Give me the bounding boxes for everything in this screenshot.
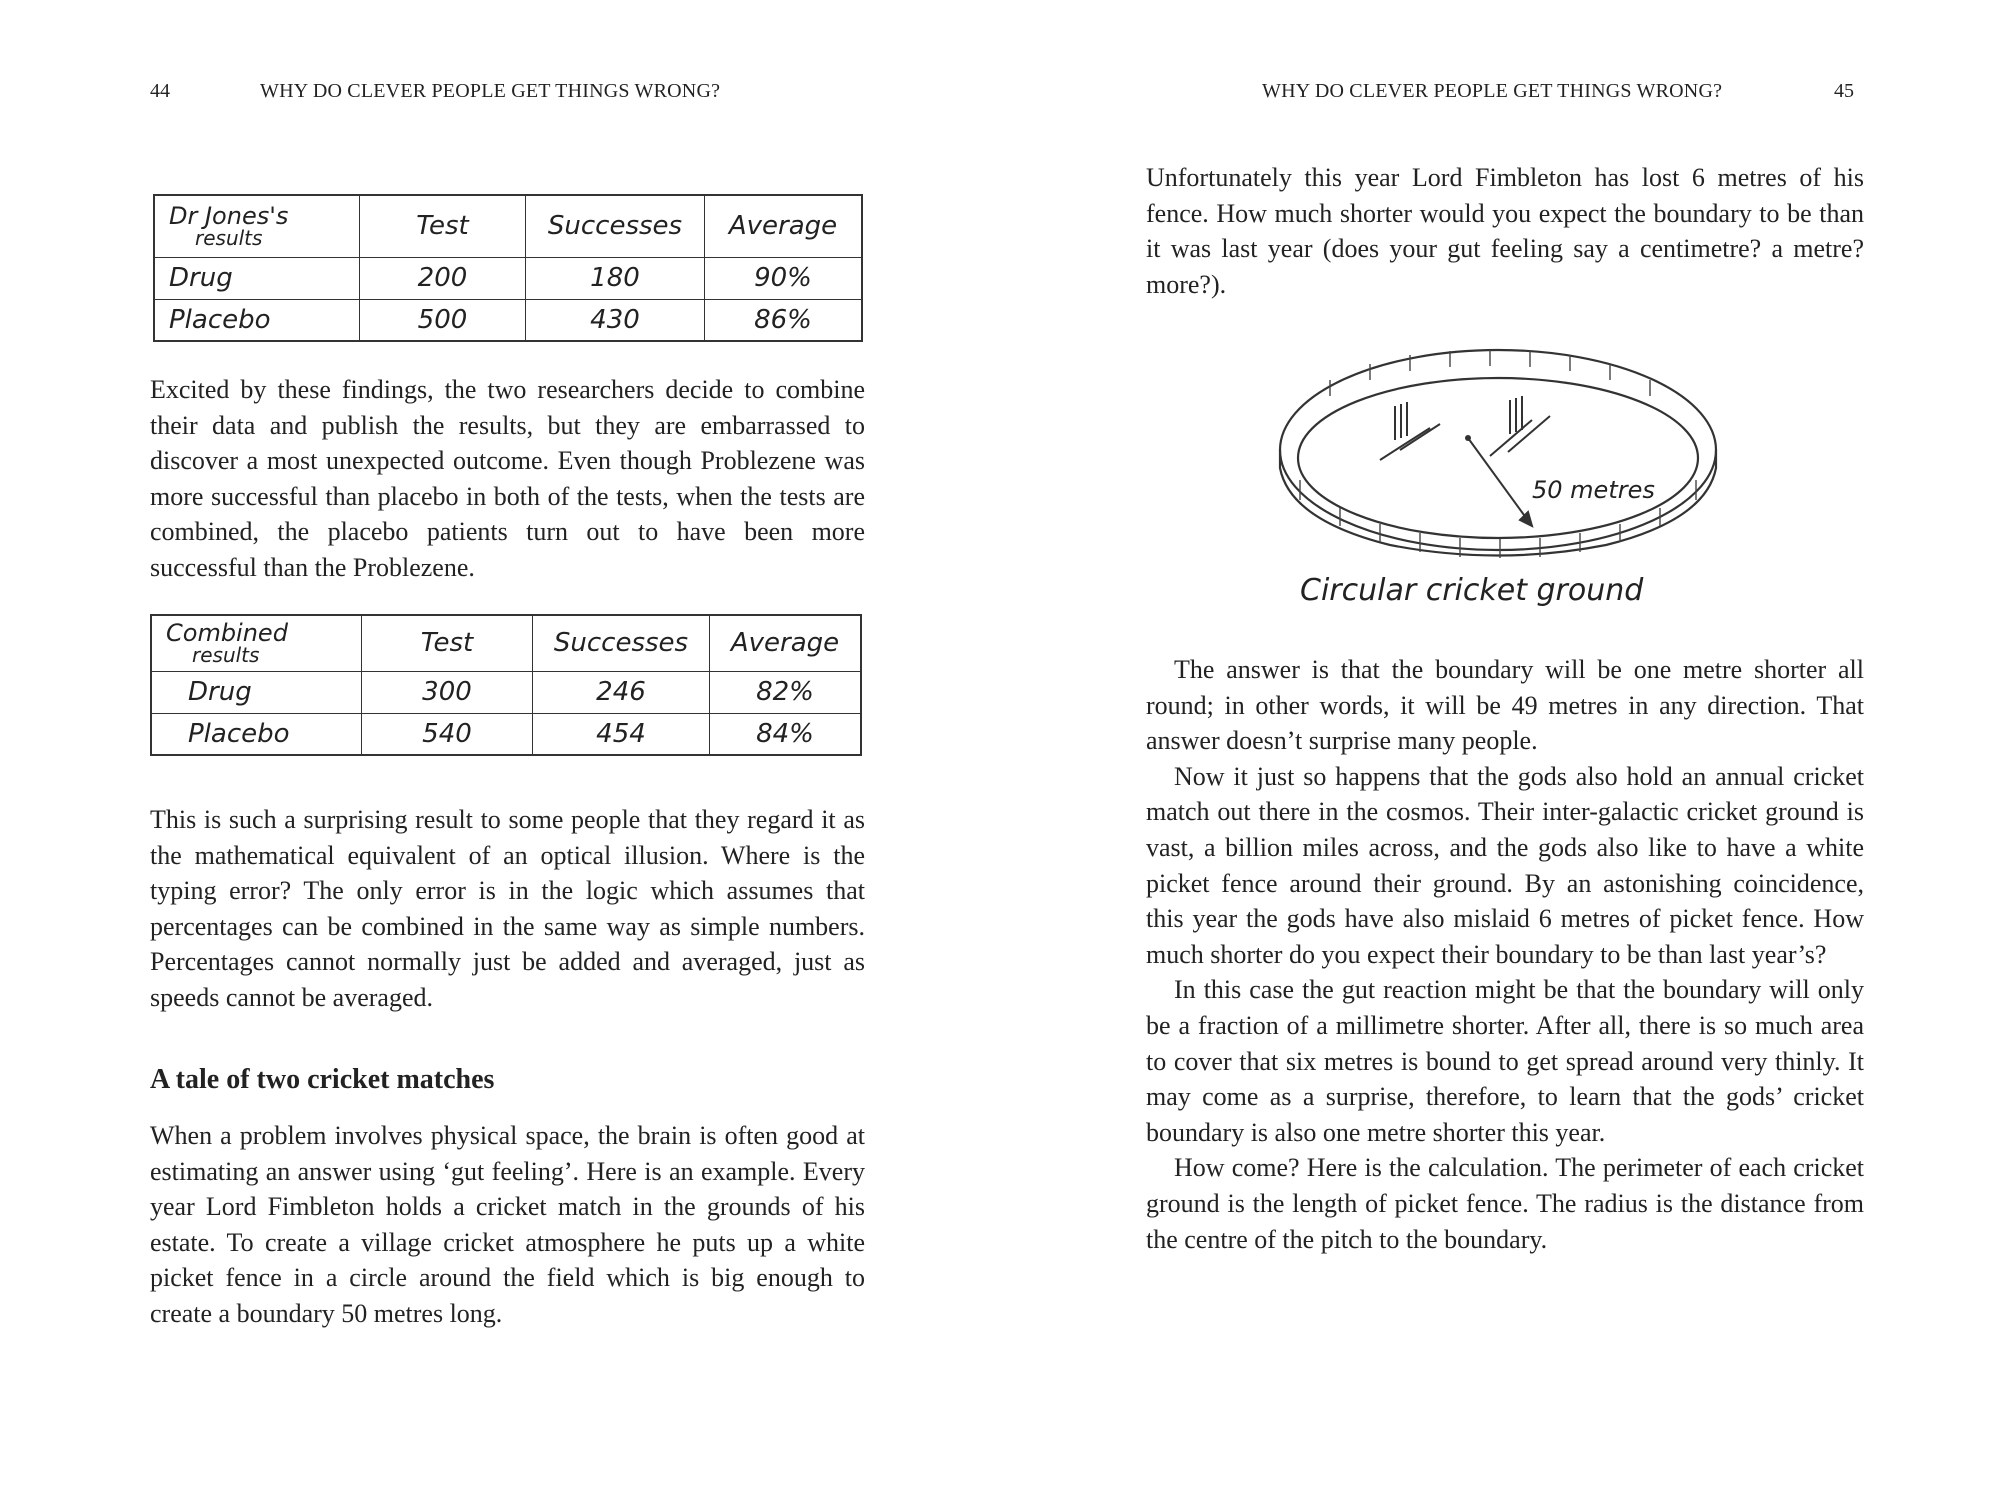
paragraph: When a problem involves physical space, the brain is often good at estimating an answer using ‘gut feeling’. Here is an example. Every year Lord Fimbleton holds a cricket match in the grounds of his estate. To create a village cricket atmosphere he puts up a white picket fence in a circle around the field which is big enough to create a boundary 50 metres long. (150, 1121, 865, 1328)
paragraph: This is such a surprising result to some people that they regard it as the mathematical equivalent of an optical illusion. Where is the typing error? The only error is in the logic which assumes that percentages can be combined in the same way as simple numbers. Percentages cannot normally just be added and averaged, just as speeds cannot be averaged. (150, 805, 865, 1012)
column-header: Test (360, 195, 526, 257)
table-cell: 200 (360, 257, 526, 299)
page-number: 45 (1834, 80, 1854, 102)
running-head: WHY DO CLEVER PEOPLE GET THINGS WRONG? (260, 80, 721, 102)
table-cell: 540 (362, 713, 533, 755)
table-cell: 300 (362, 671, 533, 713)
table-row (151, 671, 861, 713)
table-cell: 454 (533, 713, 710, 755)
right-page (1000, 0, 2000, 1512)
diagram-caption: Circular cricket ground (1300, 573, 1644, 608)
wicket-left (1380, 402, 1440, 460)
table-row (154, 299, 862, 341)
table-row (154, 257, 862, 299)
dr-jones-results-table (153, 194, 863, 342)
running-head: WHY DO CLEVER PEOPLE GET THINGS WRONG? (1262, 80, 1723, 102)
table-cell: 82% (710, 671, 862, 713)
column-header: Average (705, 195, 863, 257)
table-cell: 430 (526, 299, 705, 341)
table-cell: 246 (533, 671, 710, 713)
row-label: Placebo (151, 713, 362, 755)
column-header: Test (362, 615, 533, 671)
cricket-ground-diagram (1270, 340, 1730, 630)
combined-results-table (150, 614, 862, 756)
table-cell: 86% (705, 299, 863, 341)
column-header: Average (710, 615, 862, 671)
wicket-right (1490, 396, 1550, 456)
row-label: Placebo (154, 299, 360, 341)
section-heading: A tale of two cricket matches (150, 1064, 495, 1095)
radius-label: 50 metres (1532, 476, 1655, 504)
fence-inner (1298, 378, 1698, 538)
table-cell: 84% (710, 713, 862, 755)
table-cell: 90% (705, 257, 863, 299)
table-corner-label: Combined results (151, 615, 362, 671)
page-number: 44 (150, 80, 170, 102)
table-cell: 500 (360, 299, 526, 341)
table-cell: 180 (526, 257, 705, 299)
table-row (151, 713, 861, 755)
column-header: Successes (533, 615, 710, 671)
row-label: Drug (151, 671, 362, 713)
paragraph: Unfortunately this year Lord Fimbleton has lost 6 metres of his fence. How much shorter would you expect the boundary to be than it was last year (does your gut feeling say a centimetre? a metre? more?). (1146, 163, 1864, 299)
paragraph: The answer is that the boundary will be one metre shorter all round; in other words, it will be 49 metres in any direction. That answer doesn’t surprise many people. Now it just so happens that the gods also hold an annual cricket match out there in the cosmos. Their inter-galactic cricket ground is vast, a billion miles across, and the gods also like to have a white picket fence around their ground. By an astonishing coincidence, this year the gods have also mislaid 6 metres of picket fence. How much shorter do you expect their boundary to be than last year’s? In this case the gut reaction might be that the boundary will only be a fraction of a millimetre shorter. After all, there is so much area to cover that six metres is bound to get spread around very thinly. It may come as a surprise, therefore, to learn that the gods’ cricket boundary is also one metre shorter this year. How come? Here is the calculation. The perimeter of each cricket ground is the length of picket fence. The radius is the distance from the centre of the pitch to the boundary. (1146, 655, 1864, 1254)
paragraph: Excited by these findings, the two researchers decide to combine their data and publish the results, but they are embarrassed to discover a most unexpected outcome. Even though Problezene was more successful than placebo in both of the tests, when the tests are combined, the placebo patients turn out to have been more successful than the Problezene. (150, 375, 865, 582)
table-corner-label: Dr Jones's results (154, 195, 360, 257)
row-label: Drug (154, 257, 360, 299)
column-header: Successes (526, 195, 705, 257)
